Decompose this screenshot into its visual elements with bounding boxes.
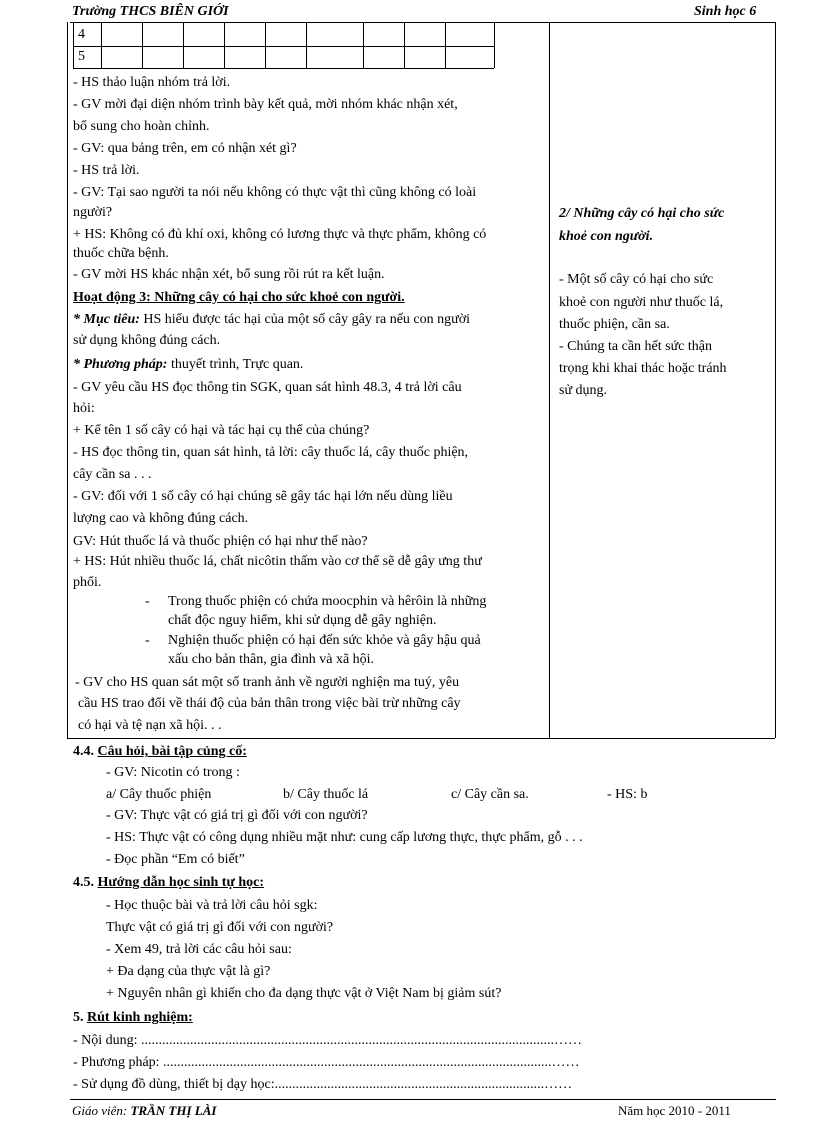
- text-line: hỏi:: [73, 401, 95, 416]
- table-right-border: [775, 22, 776, 738]
- text-line: + HS: Hút nhiều thuốc lá, chất nicôtin thấm vào cơ thể sẽ dễ gây ưng thư: [73, 554, 482, 569]
- method-line: [73, 356, 303, 374]
- text-line: - GV: Tại sao người ta nói nếu không có thực vật thì cũng không có loài: [73, 185, 477, 200]
- objective-text: HS hiểu được tác hại của một số cây gây ra nếu con người: [139, 312, 470, 327]
- section-number: 4.5.: [73, 875, 98, 890]
- teacher: [72, 1103, 216, 1119]
- text-line: - Phương pháp: ...............................................................................................................……: [73, 1055, 580, 1070]
- text-line: - GV mời đại diện nhóm trình bày kết quả, mời nhóm khác nhận xét,: [73, 97, 458, 112]
- footer-rule: [70, 1099, 776, 1100]
- bullet-dash: -: [145, 594, 150, 609]
- bullet-text: chất độc nguy hiểm, khi sử dụng dễ gây nghiện.: [168, 613, 437, 628]
- text-line: - Sử dụng đồ dùng, thiết bị dạy học:.............................................................................……: [73, 1077, 573, 1092]
- objective-line: [73, 311, 470, 329]
- bullet-text: xấu cho bản thân, gia đình và xã hội.: [168, 652, 375, 667]
- right-heading: 2/ Những cây có hại cho sức: [559, 206, 725, 221]
- school-name: Trường THCS BIÊN GIỚI: [72, 4, 229, 19]
- section-heading: [73, 874, 264, 892]
- activity-3-heading: Hoạt động 3: Những cây có hại cho sức khoẻ con người.: [73, 290, 405, 305]
- section-title: Hướng dẫn học sinh tự học:: [97, 875, 265, 890]
- section-title: Rút kinh nghiệm:: [87, 1010, 193, 1025]
- text-line: Thực vật có giá trị gì đối với con người?: [106, 920, 334, 935]
- text-line: - HS đọc thông tin, quan sát hình, tả lời: cây thuốc lá, cây thuốc phiện,: [73, 445, 469, 460]
- section-heading: [73, 743, 247, 761]
- right-text-line: khoẻ con người như thuốc lá,: [559, 295, 724, 310]
- table-row-label: 5: [78, 49, 85, 64]
- right-text-line: - Chúng ta cần hết sức thận: [559, 339, 712, 354]
- text-line: - HS trả lời.: [73, 163, 140, 178]
- subject-name: Sinh học 6: [694, 4, 757, 19]
- text-line: + Đa dạng của thực vật là gì?: [106, 964, 271, 979]
- text-line: - Đọc phần “Em có biết”: [106, 852, 245, 867]
- text-line: - HS: Thực vật có công dụng nhiều mặt như: cung cấp lương thực, thực phẩm, gỗ . . .: [106, 830, 583, 845]
- text-line: cầu HS trao đổi về thái độ của bản thân trong việc bài trừ những cây: [78, 696, 461, 711]
- right-text-line: trọng khi khai thác hoặc tránh: [559, 361, 727, 376]
- text-line: + Nguyên nhân gì khiến cho đa dạng thực vật ở Việt Nam bị giảm sút?: [106, 986, 502, 1001]
- text-line: có hại và tệ nạn xã hội. . .: [78, 718, 222, 733]
- option-b: b/ Cây thuốc lá: [283, 787, 369, 802]
- text-line: - Nội dung: ......................................................................................................................……: [73, 1033, 583, 1048]
- text-line: - Xem 49, trả lời các câu hỏi sau:: [106, 942, 292, 957]
- right-text-line: thuốc phiện, cần sa.: [559, 317, 670, 332]
- teacher-name: TRẦN THỊ LÀI: [130, 1103, 217, 1118]
- objective-label: * Mục tiêu:: [73, 312, 140, 327]
- text-line: - GV yêu cầu HS đọc thông tin SGK, quan sát hình 48.3, 4 trả lời câu: [73, 380, 462, 395]
- text-line: - GV: Thực vật có giá trị gì đối với con người?: [106, 808, 368, 823]
- right-text-line: sử dụng.: [559, 383, 608, 398]
- section-number: 5.: [73, 1010, 87, 1025]
- section-heading: [73, 1009, 193, 1027]
- bullet-text: Nghiện thuốc phiện có hại đến sức khỏe và gây hậu quả: [168, 633, 481, 648]
- text-line: phổi.: [73, 575, 102, 590]
- text-line: người?: [73, 205, 113, 220]
- text-line: - GV cho HS quan sát một số tranh ảnh về người nghiện ma tuý, yêu: [75, 675, 460, 690]
- header-rule: [70, 22, 776, 23]
- method-label: * Phương pháp:: [73, 357, 168, 372]
- table-middle-border: [549, 22, 550, 738]
- text-line: - GV: Nicotin có trong :: [106, 765, 240, 780]
- section-title: Câu hỏi, bài tập củng cố:: [97, 744, 247, 759]
- option-a: a/ Cây thuốc phiện: [106, 787, 212, 802]
- text-line: thuốc chữa bệnh.: [73, 246, 169, 261]
- text-line: GV: Hút thuốc lá và thuốc phiện có hại như thế nào?: [73, 534, 368, 549]
- teacher-label: Giáo viên:: [72, 1103, 131, 1118]
- right-text-line: - Một số cây có hại cho sức: [559, 272, 714, 287]
- table-left-border: [67, 22, 68, 738]
- option-c: c/ Cây cần sa.: [451, 787, 529, 802]
- table-bottom-border: [67, 738, 775, 739]
- text-line: - GV: qua bảng trên, em có nhận xét gì?: [73, 141, 297, 156]
- answer: - HS: b: [607, 787, 648, 802]
- text-line: + HS: Không có đủ khí oxi, không có lương thực và thực phẩm, không có: [73, 227, 487, 242]
- bullet-text: Trong thuốc phiện có chứa moocphin và hêrôin là những: [168, 594, 487, 609]
- school-year: Năm học 2010 - 2011: [618, 1103, 731, 1118]
- text-line: - GV mời HS khác nhận xét, bổ sung rồi rút ra kết luận.: [73, 267, 385, 282]
- text-line: bổ sung cho hoàn chỉnh.: [73, 119, 210, 134]
- bullet-dash: -: [145, 633, 150, 648]
- table-row-label: 4: [78, 27, 85, 42]
- right-heading: khoẻ con người.: [559, 229, 654, 244]
- text-line: - HS thảo luận nhóm trả lời.: [73, 75, 231, 90]
- text-line: - Học thuộc bài và trả lời câu hỏi sgk:: [106, 898, 318, 913]
- method-text: thuyết trình, Trực quan.: [167, 357, 304, 372]
- text-line: + Kể tên 1 số cây có hại và tác hại cụ thể của chúng?: [73, 423, 370, 438]
- text-line: sử dụng không đúng cách.: [73, 333, 221, 348]
- text-line: - GV: đối với 1 số cây có hại chúng sẽ gây tác hại lớn nếu dùng liều: [73, 489, 453, 504]
- text-line: lượng cao và không đúng cách.: [73, 511, 249, 526]
- section-number: 4.4.: [73, 744, 98, 759]
- text-line: cây cần sa . . .: [73, 467, 152, 482]
